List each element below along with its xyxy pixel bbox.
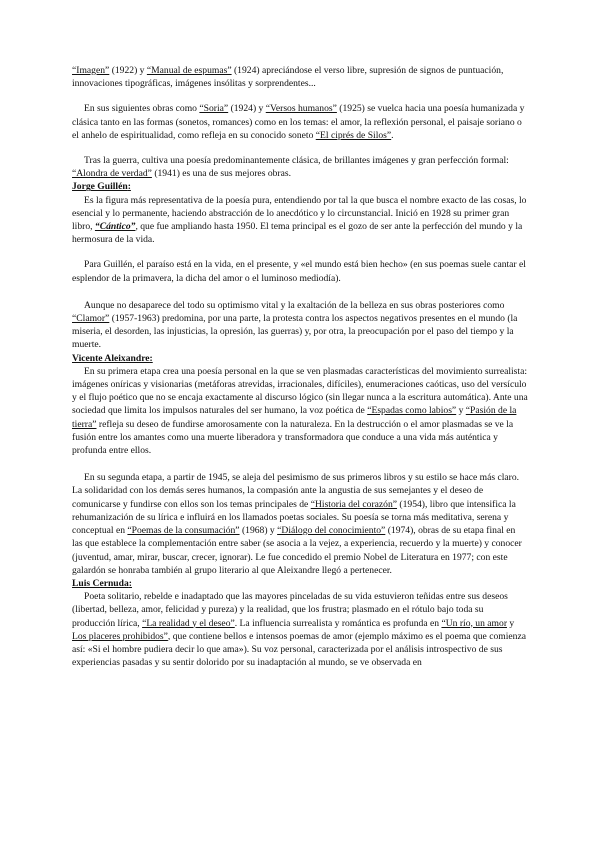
text: (1925) se vuelca hacia una poesía humanizada y clásica tanto en las formas (sonetos, romances) como en los temas: el amor, la reflexión personal, el paisaje soriano o el anhelo de espiritualidad, como refleja en su conocido soneto	[72, 103, 525, 141]
text: Poeta solitario, rebelde e inadaptado que las mayores pinceladas de su vida estuvieron teñidas entre sus deseos (libertad, belleza, amor, felicidad y pureza) y la realidad, que los frustra; plasmado en el rótulo bajo toda su producción lírica,	[72, 591, 508, 629]
title-manual-de-espumas: “Manual de espumas”	[146, 65, 232, 76]
paragraph-tras-la-guerra	[72, 154, 528, 180]
heading-colon: :	[128, 577, 132, 589]
text: Tras la guerra, cultiva una poesía predominantemente clásica, de brillantes imágenes y gran perfección formal:	[84, 155, 509, 167]
title-pasion-de-la-tierra: “Pasión de la tierra”	[72, 405, 517, 430]
text: .	[391, 129, 394, 141]
text: refleja su deseo de fundirse amorosamente con la naturaleza. En la destrucción o el amor plasmadas se ve la fusión entre los amantes como una muerte liberadora y transformadora que conduce a una vida más auténtica y profunda entre ellos.	[72, 418, 514, 457]
text: En sus siguientes obras como	[84, 103, 200, 115]
heading-colon: :	[127, 181, 131, 193]
text: Aunque no desaparece del todo su optimismo vital y la exaltación de la belleza en sus obras posteriores como	[84, 299, 505, 311]
text: , que fue ampliando hasta 1950. El tema principal es el gozo de ser ante la perfección del mundo y la hermosura de la vida.	[72, 221, 523, 246]
title-el-cipres-de-silos: “El ciprés de Silos”	[315, 129, 392, 141]
paragraph-aleixandre-2	[72, 471, 528, 577]
heading-luis-cernuda	[72, 577, 528, 590]
document-page	[72, 64, 528, 669]
heading-jorge-guillen	[72, 180, 528, 193]
paragraph-guillen-2: Para Guillén, el paraíso está en la vida, en el presente, y «el mundo está bien hecho» (en sus poemas suele cantar el esplendor de la primavera, la dicha del amor o el luminoso mediodía).	[72, 259, 526, 284]
title-versos-humanos: “Versos humanos”	[265, 103, 337, 115]
paragraph-cernuda-1	[72, 590, 528, 669]
text: Es la figura más representativa de la poesía pura, entendiendo por tal la que busca el nombre exacto de las cosas, lo esencial y lo permanente, haciendo abstracción de lo anecdótico y lo circunstancial. Inició en 1928 su primer gran libro,	[72, 194, 527, 233]
title-imagen: “Imagen”	[72, 65, 110, 76]
title-clamor: “Clamor”	[72, 313, 110, 325]
title-poemas-de-la-consumacion: “Poemas de la consumación”	[127, 525, 240, 537]
text: . La influencia surrealista y romántica es profunda en	[234, 617, 442, 629]
text: En su primera etapa crea una poesía personal en la que se ven plasmadas características del movimiento surrealista: imágenes oníricas y visionarias (metáforas atrevidas, irracionales, difíciles), enumeraciones caóticas, uso del versículo y el flujo poético que no se encaja exactamente al discurso lógico (sin llegar nunca a la escritura automática). Ante una sociedad que limita los impulsos naturales del ser humano, la voz poética de	[72, 365, 528, 417]
paragraph-imagen	[72, 64, 528, 90]
text: (1922) y	[109, 65, 147, 76]
heading-text: Jorge Guillén	[72, 181, 128, 193]
text: (1957-1963) predomina, por una parte, la protesta contra los aspectos negativos presentes en el mundo (la miseria, el desorden, las injusticias, la opresión, las guerras) y, por otra, la preocupación por el paso del tiempo y la muerte.	[72, 313, 518, 351]
title-historia-del-corazon: “Historia del corazón”	[310, 498, 398, 510]
text: (1968) y	[239, 525, 278, 537]
heading-vicente-aleixandre	[72, 352, 528, 365]
paragraph-guillen-3	[72, 299, 528, 352]
heading-colon: :	[149, 352, 153, 364]
text: (1941) es una de sus mejores obras.	[151, 168, 291, 180]
paragraph-aleixandre-1	[72, 365, 528, 457]
title-cantico: “Cántico”	[94, 221, 136, 233]
title-dialogo-del-conocimiento: “Diálogo del conocimiento”	[277, 525, 386, 537]
text: y	[507, 617, 515, 629]
text: (1924) y	[228, 103, 266, 115]
title-un-rio-un-amor: “Un río, un amor	[441, 617, 508, 629]
paragraph-guillen-1	[72, 194, 528, 247]
text: , que contiene bellos e intensos poemas de amor (ejemplo máximo es el poema que comienza así: «Si el hombre pudiera decir lo que ama»). Su voz personal, caracterizada por el análisis introspectivo de sus experiencias pasadas y su sentir dolorido por su inadaptación al mundo, se ve observada en	[72, 630, 526, 669]
title-la-realidad-y-el-deseo: “La realidad y el deseo”	[142, 617, 235, 629]
title-los-placeres-prohibidos: Los placeres prohibidos”	[72, 630, 168, 642]
heading-text: Vicente Aleixandre	[72, 352, 150, 364]
title-alondra-de-verdad: “Alondra de verdad”	[72, 168, 152, 180]
paragraph-soria	[72, 102, 528, 142]
title-soria: “Soria”	[199, 103, 229, 115]
title-espadas-como-labios: “Espadas como labios”	[367, 405, 457, 417]
text: En su segunda etapa, a partir de 1945, se aleja del pesimismo de sus primeros libros y su estilo se hace más claro. La solidaridad con los demás seres humanos, la compasión ante la angustia de sus semejantes y el deseo de comunicarse y fundirse con ellos son los temas principales de	[72, 472, 520, 510]
text: (1924) apreciándose el verso libre, supresión de signos de puntuación, innovaciones tipográficas, imágenes insólitas y sorprendentes...	[72, 65, 504, 90]
heading-text: Luis Cernuda	[72, 577, 129, 589]
text: (1974), obras de su etapa final en las que establece la complementación entre saber (se asocia a la vejez, a experiencia, recuerdo y la muerte) y conocer (juventud, amar, mirar, buscar, crecer, ignorar). Le fue concedido el premio Nobel de Literatura en 1977; con este galardón se honraba también al grupo literario al que Aleixandre llegó a pertenecer.	[72, 525, 522, 576]
text: y	[456, 405, 466, 417]
text: (1954), libro que intensifica la rehumanización de su lírica e influirá en los llamados poetas sociales. Su poesía se torna más meditativa, serena y conceptual en	[72, 498, 516, 537]
